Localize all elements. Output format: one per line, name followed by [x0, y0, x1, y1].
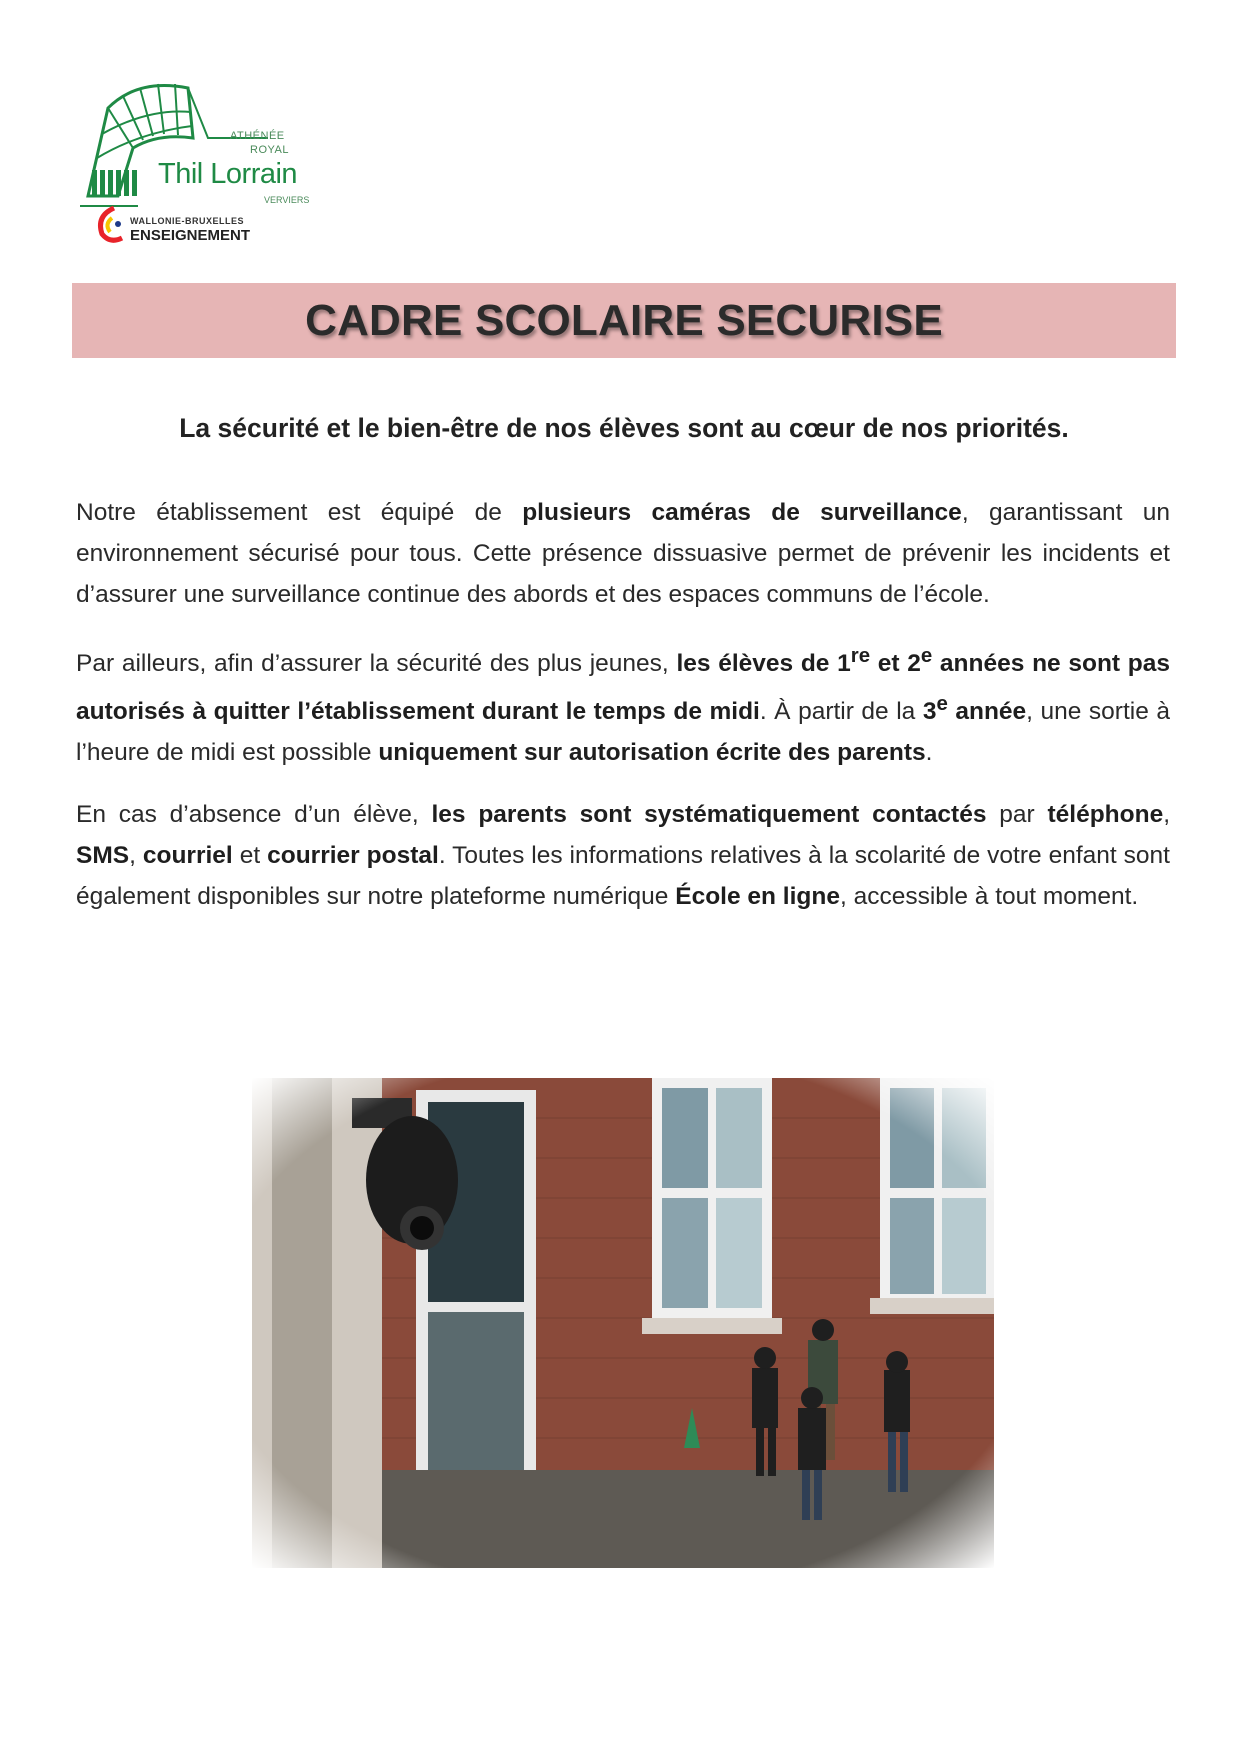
p2-sup-1: re	[850, 645, 871, 667]
p3-text-c: par	[986, 801, 1048, 829]
p3-bold-mail: courrier postal	[267, 842, 439, 870]
logo-royal-text: ROYAL	[250, 144, 289, 156]
p2-bold-b3: années ne sont pas autorisés à quitter l’établissement durant le temps de midi	[76, 650, 1170, 726]
p2-bold-d2: année	[947, 698, 1027, 726]
paragraph-absence	[76, 794, 1170, 917]
p2-bold-d1: 3	[922, 698, 937, 726]
page-title: CADRE SCOLAIRE SECURISE	[305, 295, 943, 345]
logo-network-text: WALLONIE-BRUXELLES	[130, 216, 244, 226]
logo-city-text: VERVIERS	[264, 195, 310, 205]
p1-bold-cameras: plusieurs caméras de surveillance	[522, 499, 962, 526]
paragraph-cameras	[76, 492, 1170, 615]
p3-bold-sms: SMS	[76, 842, 130, 870]
p2-text-e: , une sortie à l’heure de midi est possible	[76, 698, 1170, 767]
p2-bold-authorization: uniquement sur autorisation écrite des parents	[378, 739, 926, 767]
p1-text-c: , garantissant un environnement sécurisé pour tous. Cette présence dissuasive permet de prévenir les incidents et d’assurer une surveillance continue des abords et des espaces communs de l’école.	[76, 499, 1170, 608]
p3-bold-ecole-en-ligne: École en ligne	[675, 883, 840, 911]
school-logo	[78, 78, 318, 248]
logo-network2-text: ENSEIGNEMENT	[130, 227, 251, 244]
p2-bold-third-year	[922, 693, 1027, 726]
logo-school-name: Thil Lorrain	[158, 158, 298, 190]
paragraph-midday-exit	[76, 636, 1170, 773]
p3-text-a: En cas d’absence d’un élève,	[76, 801, 432, 829]
p3-text-g: ,	[129, 842, 143, 870]
p3-bold-email: courriel	[142, 842, 233, 870]
p3-text-m: , accessible à tout moment.	[839, 883, 1139, 911]
p2-bold-b2: et 2	[870, 650, 921, 678]
p3-bold-parents: les parents sont systématiquement contactés	[431, 801, 987, 829]
wallonie-bruxelles-emblem-icon	[101, 208, 123, 240]
security-camera-photo-image	[252, 1078, 994, 1568]
p3-bold-phone: téléphone	[1047, 801, 1164, 829]
p3-text-k: . Toutes les informations relatives à la scolarité de votre enfant sont également disponibles sur notre plateforme numérique	[76, 842, 1170, 911]
p2-sup-2: e	[920, 645, 933, 667]
p2-text-c: . À partir de la	[759, 698, 923, 726]
p2-bold-b1: les élèves de 1	[676, 650, 851, 678]
page-subtitle: La sécurité et le bien-être de nos élèves sont au cœur de nos priorités.	[179, 413, 1069, 443]
p2-text-g: .	[925, 739, 933, 767]
p3-text-e: ,	[1163, 801, 1171, 829]
security-camera-photo	[252, 1078, 994, 1568]
p2-text-a: Par ailleurs, afin d’assurer la sécurité des plus jeunes,	[76, 650, 677, 678]
p3-text-i: et	[232, 842, 268, 870]
p1-text-a: Notre établissement est équipé de	[76, 499, 523, 526]
p2-sup-3: e	[936, 693, 948, 716]
body-text	[76, 492, 1170, 938]
title-banner	[72, 283, 1176, 358]
logo-athenee-text: ATHÉNÉE	[230, 130, 285, 142]
